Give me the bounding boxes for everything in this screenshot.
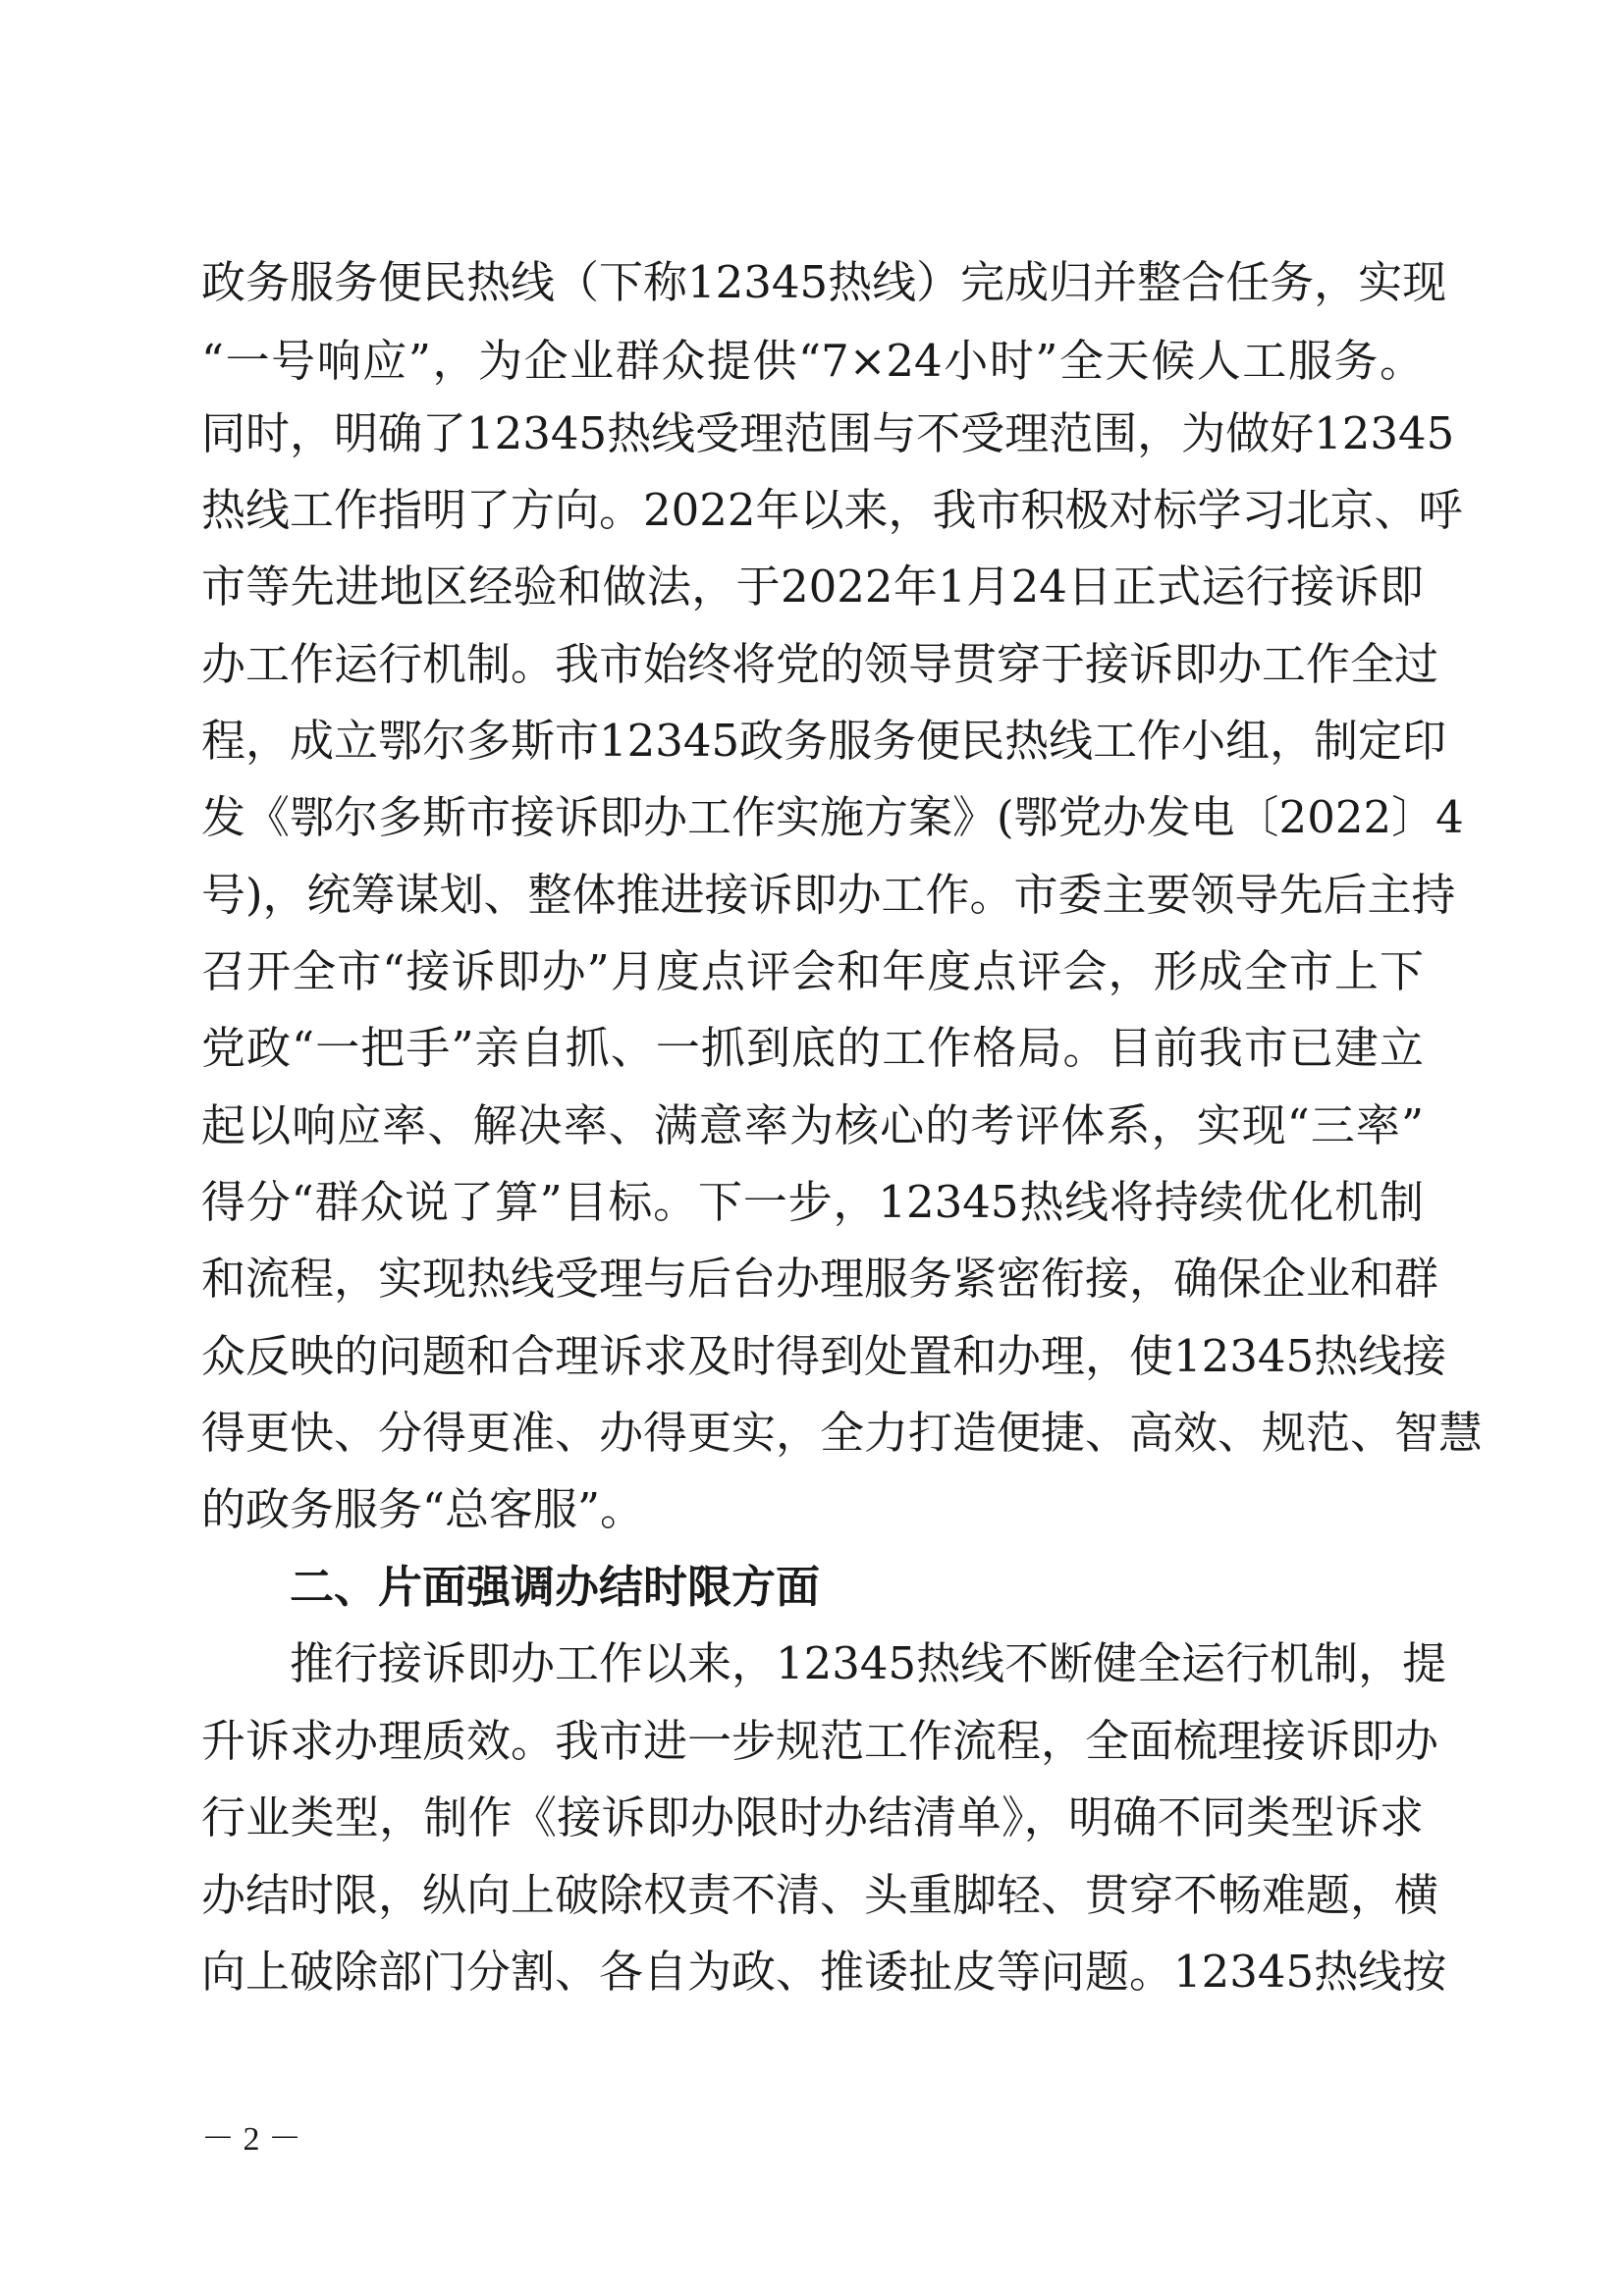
body-text-line: 办工作运行机制。我市始终将党的领导贯穿于接诉即办工作全过 [201,638,1439,690]
body-text-line: 推行接诉即办工作以来，12345热线不断健全运行机制，提 [290,1637,1447,1689]
body-text-line: 行业类型，制作《接诉即办限时办结清单》，明确不同类型诉求 [201,1791,1424,1843]
body-text-line: 政务服务便民热线（下称12345热线）完成归并整合任务，实现 [201,256,1447,308]
body-text-line: 市等先进地区经验和做法，于2022年1月24日正式运行接诉即 [201,561,1424,613]
section-heading: 二、片面强调办结时限方面 [290,1561,821,1613]
body-text-line: 向上破除部门分割、各自为政、推诿扯皮等问题。12345热线按 [201,1946,1447,1998]
body-text-line: 众反映的问题和合理诉求及时得到处置和办理，使12345热线接 [201,1330,1447,1382]
body-text-line: 热线工作指明了方向。2022年以来，我市积极对标学习北京、呼 [201,484,1463,536]
body-text-line: 召开全市“接诉即办”月度点评会和年度点评会，形成全市上下 [201,945,1424,997]
body-text-line: 的政务服务“总客服”。 [201,1483,645,1535]
body-text-line: 号)，统筹谋划、整体推进接诉即办工作。市委主要领导先后主持 [201,869,1456,921]
body-text-line: 和流程，实现热线受理与后台办理服务紧密衔接，确保企业和群 [201,1253,1439,1305]
body-text-line: 升诉求办理质效。我市进一步规范工作流程，全面梳理接诉即办 [201,1715,1439,1767]
body-text-line: “一号响应”，为企业群众提供“7×24小时”全天候人工服务。 [201,335,1424,387]
body-text-line: 程，成立鄂尔多斯市12345政务服务便民热线工作小组，制定印 [201,715,1447,767]
body-text-line: 同时，明确了12345热线受理范围与不受理范围，为做好12345 [201,407,1455,459]
body-text-line: 得更快、分得更准、办得更实，全力打造便捷、高效、规范、智慧 [201,1407,1484,1459]
page-number: － 2 － [201,2121,301,2158]
body-text-line: 办结时限，纵向上破除权责不清、头重脚轻、贯穿不畅难题，横 [201,1869,1439,1921]
body-text-line: 得分“群众说了算”目标。下一步，12345热线将持续优化机制 [201,1176,1424,1228]
body-text-line: 起以响应率、解决率、满意率为核心的考评体系，实现“三率” [201,1099,1424,1151]
body-text-line: 党政“一把手”亲自抓、一抓到底的工作格局。目前我市已建立 [201,1022,1424,1074]
body-text-line: 发《鄂尔多斯市接诉即办工作实施方案》(鄂党办发电〔2022〕4 [201,791,1464,843]
